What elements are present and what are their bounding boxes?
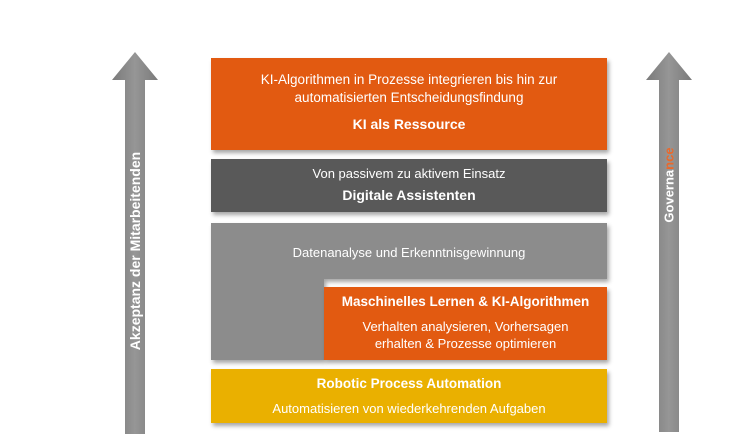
digitale-assistenten-block — [211, 159, 607, 212]
rpa-title: Robotic Process Automation — [316, 376, 502, 391]
maschinelles-lernen-title: Maschinelles Lernen & KI-Algorithmen — [341, 294, 590, 309]
maschinelles-lernen-description — [324, 318, 607, 352]
maschinelles-lernen-description-line1: Verhalten analysieren, Vorhersagen — [362, 319, 569, 334]
digitale-assistenten-description: Von passivem zu aktivem Einsatz — [312, 166, 506, 181]
datenanalyse-title: Datenanalyse und Erkenntnisgewinnung — [292, 245, 526, 260]
acceptance-arrow — [112, 52, 158, 434]
rpa-description: Automatisieren von wiederkehrenden Aufgaben — [272, 401, 546, 416]
ki-ressource-title: KI als Ressource — [352, 116, 466, 132]
maschinelles-lernen-description-line2: erhalten & Prozesse optimieren — [374, 336, 557, 351]
up-arrow-shape — [646, 52, 692, 432]
ki-ressource-description-line2: automatisierten Entscheidungsfindung — [294, 90, 524, 105]
digitale-assistenten-title: Digitale Assistenten — [342, 187, 476, 203]
maschinelles-lernen-block — [324, 287, 607, 360]
governance-label-accent: nce — [661, 147, 677, 170]
ki-ressource-description — [211, 71, 607, 107]
governance-arrow — [646, 52, 692, 432]
ki-ressource-description-line1: KI-Algorithmen in Prozesse integrieren bis hin zur — [260, 72, 558, 87]
rpa-block — [211, 369, 607, 423]
acceptance-label: Akzeptanz der Mitarbeitenden — [127, 151, 143, 350]
governance-label-main: Governa — [661, 169, 677, 223]
ki-ressource-block — [211, 58, 607, 150]
governance-label — [662, 147, 677, 222]
